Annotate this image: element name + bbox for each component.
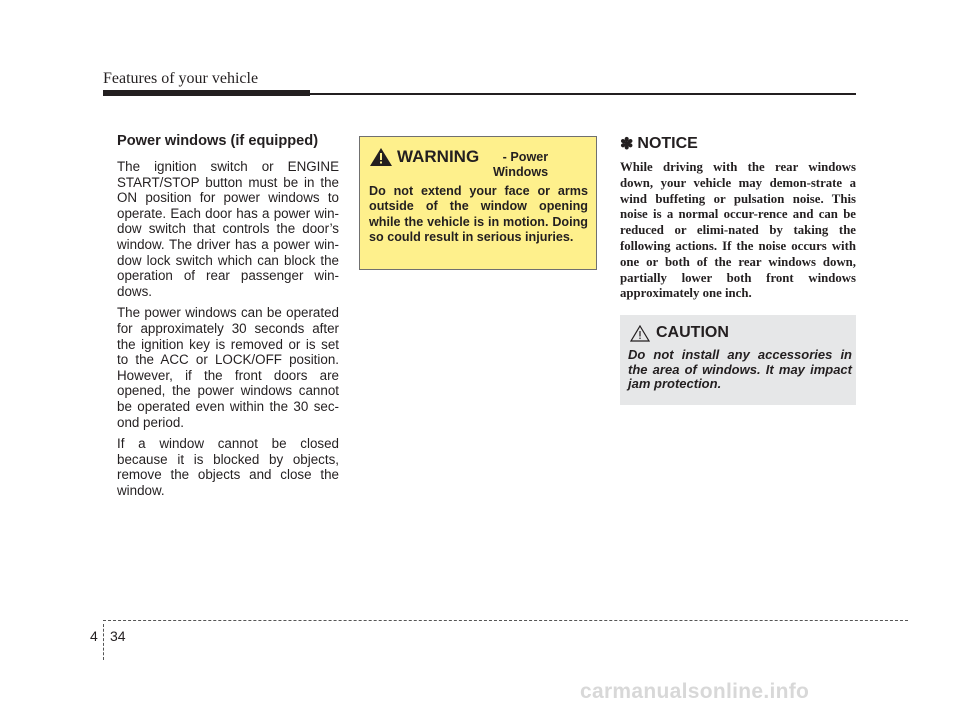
power-windows-section	[117, 132, 339, 504]
paragraph-1: The ignition switch or ENGINE START/STOP button must be in the ON position for power windows to operate. Each door has a power win-dow switch that controls the door’s window. The driver has a power win-dow lock switch which can block the operation of rear passenger win-dows.	[117, 159, 339, 299]
warning-subtitle: - Power Windows	[493, 150, 549, 179]
caution-body: Do not install any accessories in the area of windows. It may impact jam protection.	[628, 347, 852, 392]
section-heading: Power windows (if equipped)	[117, 133, 319, 149]
caution-box	[620, 315, 856, 405]
notice-star-icon: ✽	[620, 136, 634, 153]
paragraph-3: If a window cannot be closed because it is blocked by objects, remove the objects and close the window.	[117, 436, 339, 498]
notice-title	[620, 134, 856, 154]
page-number: 34	[110, 628, 126, 644]
header-title: Features of your vehicle	[103, 70, 259, 87]
warning-body: Do not extend your face or arms outside of the window opening while the vehicle is in motion. Doing so could result in serious injuries.	[369, 184, 588, 245]
header-bar	[103, 90, 310, 96]
caution-header	[630, 324, 729, 342]
caution-triangle-icon	[630, 325, 650, 342]
chapter-number: 4	[90, 628, 98, 644]
notice-section	[620, 134, 856, 302]
paragraph-2: The power windows can be operated for approximately 30 seconds after the ignition key is removed or is set to the ACC or LOCK/OFF position. However, if the front doors are opened, the power windows cannot be operated even within the 30 sec-ond period.	[117, 305, 339, 430]
footer-dashed-rule	[103, 620, 908, 621]
notice-body: While driving with the rear windows down, your vehicle may demon-strate a wind buffeting or pulsation noise. This noise is a normal occur-rence and can be reduced or elimi-nated by taking the following actions. If the noise occurs with one or both of the rear windows down, partially lower both front windows approximately one inch.	[620, 160, 856, 301]
warning-label: WARNING	[397, 147, 480, 166]
watermark: carmanualsonline.info	[580, 680, 810, 703]
notice-label: NOTICE	[637, 135, 698, 152]
warning-header	[370, 147, 548, 180]
footer-vertical-dash	[103, 624, 104, 660]
warning-triangle-icon	[370, 148, 392, 166]
caution-label: CAUTION	[656, 324, 729, 341]
warning-box	[359, 136, 597, 270]
